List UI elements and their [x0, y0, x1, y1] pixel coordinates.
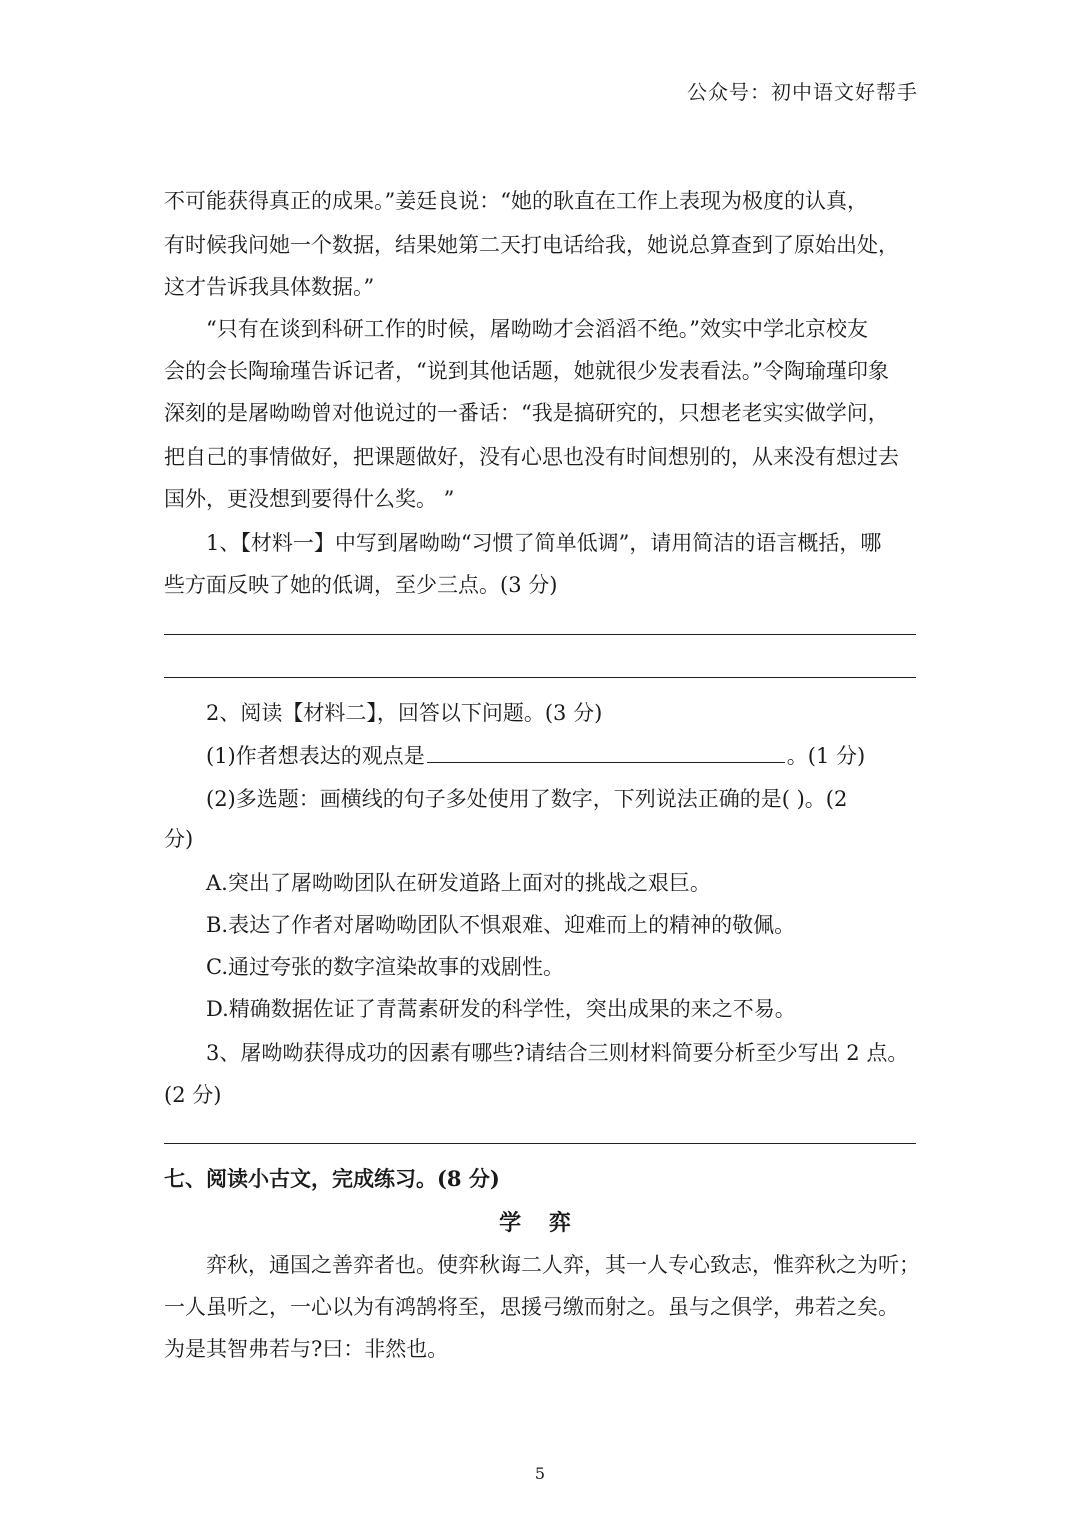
- section-heading: 七、阅读小古文，完成练习。(8 分): [164, 1166, 500, 1191]
- question-3-line: (2 分): [164, 1083, 222, 1107]
- passage-line: 会的会长陶瑜瑾告诉记者，“说到其他话题，她就很少发表看法。”令陶瑜瑾印象: [164, 359, 889, 383]
- question-2-sub1-suffix: 。(1 分): [786, 744, 866, 768]
- classical-text-line: 一人虽听之，一心以为有鸿鹄将至，思援弓缴而射之。虽与之俱学，弗若之矣。: [164, 1295, 899, 1319]
- question-1-line: 1、【材料一】中写到屠呦呦“习惯了简单低调”，请用简洁的语言概括，哪: [206, 531, 882, 555]
- classical-text-line: 为是其智弗若与?曰：非然也。: [164, 1337, 449, 1361]
- passage-line: 这才告诉我具体数据。”: [164, 275, 375, 299]
- fill-in-blank[interactable]: [427, 740, 785, 763]
- question-2-sub2: 分): [164, 827, 194, 851]
- option-a: A.突出了屠呦呦团队在研发道路上面对的挑战之艰巨。: [206, 871, 711, 895]
- watermark-header: 公众号：初中语文好帮手: [687, 80, 918, 104]
- question-2-sub2: (2)多选题：画横线的句子多处使用了数字，下列说法正确的是( )。(2: [206, 787, 848, 811]
- passage-line: 有时候我问她一个数据，结果她第二天打电话给我，她说总算查到了原始出处，: [164, 233, 899, 257]
- option-d: D.精确数据佐证了青蒿素研发的科学性，突出成果的来之不易。: [206, 997, 796, 1021]
- classical-text-title: 学 弈: [499, 1210, 581, 1236]
- question-3-line: 3、屠呦呦获得成功的因素有哪些?请结合三则材料简要分析至少写出 2 点。: [206, 1041, 909, 1065]
- answer-line[interactable]: [164, 677, 916, 678]
- option-b: B.表达了作者对屠呦呦团队不惧艰难、迎难而上的精神的敬佩。: [206, 913, 796, 937]
- classical-text-line: 弈秋，通国之善弈者也。使弈秋诲二人弈，其一人专心致志，惟弈秋之为听；: [206, 1253, 920, 1277]
- passage-line: 深刻的是屠呦呦曾对他说过的一番话：“我是搞研究的，只想老老实实做学问，: [164, 401, 889, 425]
- option-c: C.通过夸张的数字渲染故事的戏剧性。: [206, 955, 564, 979]
- page-number: 5: [534, 1464, 546, 1483]
- answer-line[interactable]: [164, 1143, 916, 1144]
- passage-line: “只有在谈到科研工作的时候，屠呦呦才会滔滔不绝。”效实中学北京校友: [206, 317, 868, 341]
- question-2-stem: 2、阅读【材料二】，回答以下问题。(3 分): [206, 701, 603, 725]
- question-2-sub1: [206, 740, 865, 771]
- answer-line[interactable]: [164, 634, 916, 635]
- question-2-sub1-prefix: (1)作者想表达的观点是: [206, 744, 425, 768]
- passage-line: 不可能获得真正的成果。”姜廷良说：“她的耿直在工作上表现为极度的认真，: [164, 189, 868, 213]
- question-1-line: 些方面反映了她的低调，至少三点。(3 分): [164, 573, 558, 597]
- passage-line: 国外，更没想到要得什么奖。 ”: [164, 487, 455, 511]
- passage-line: 把自己的事情做好，把课题做好，没有心思也没有时间想别的，从来没有想过去: [164, 445, 899, 469]
